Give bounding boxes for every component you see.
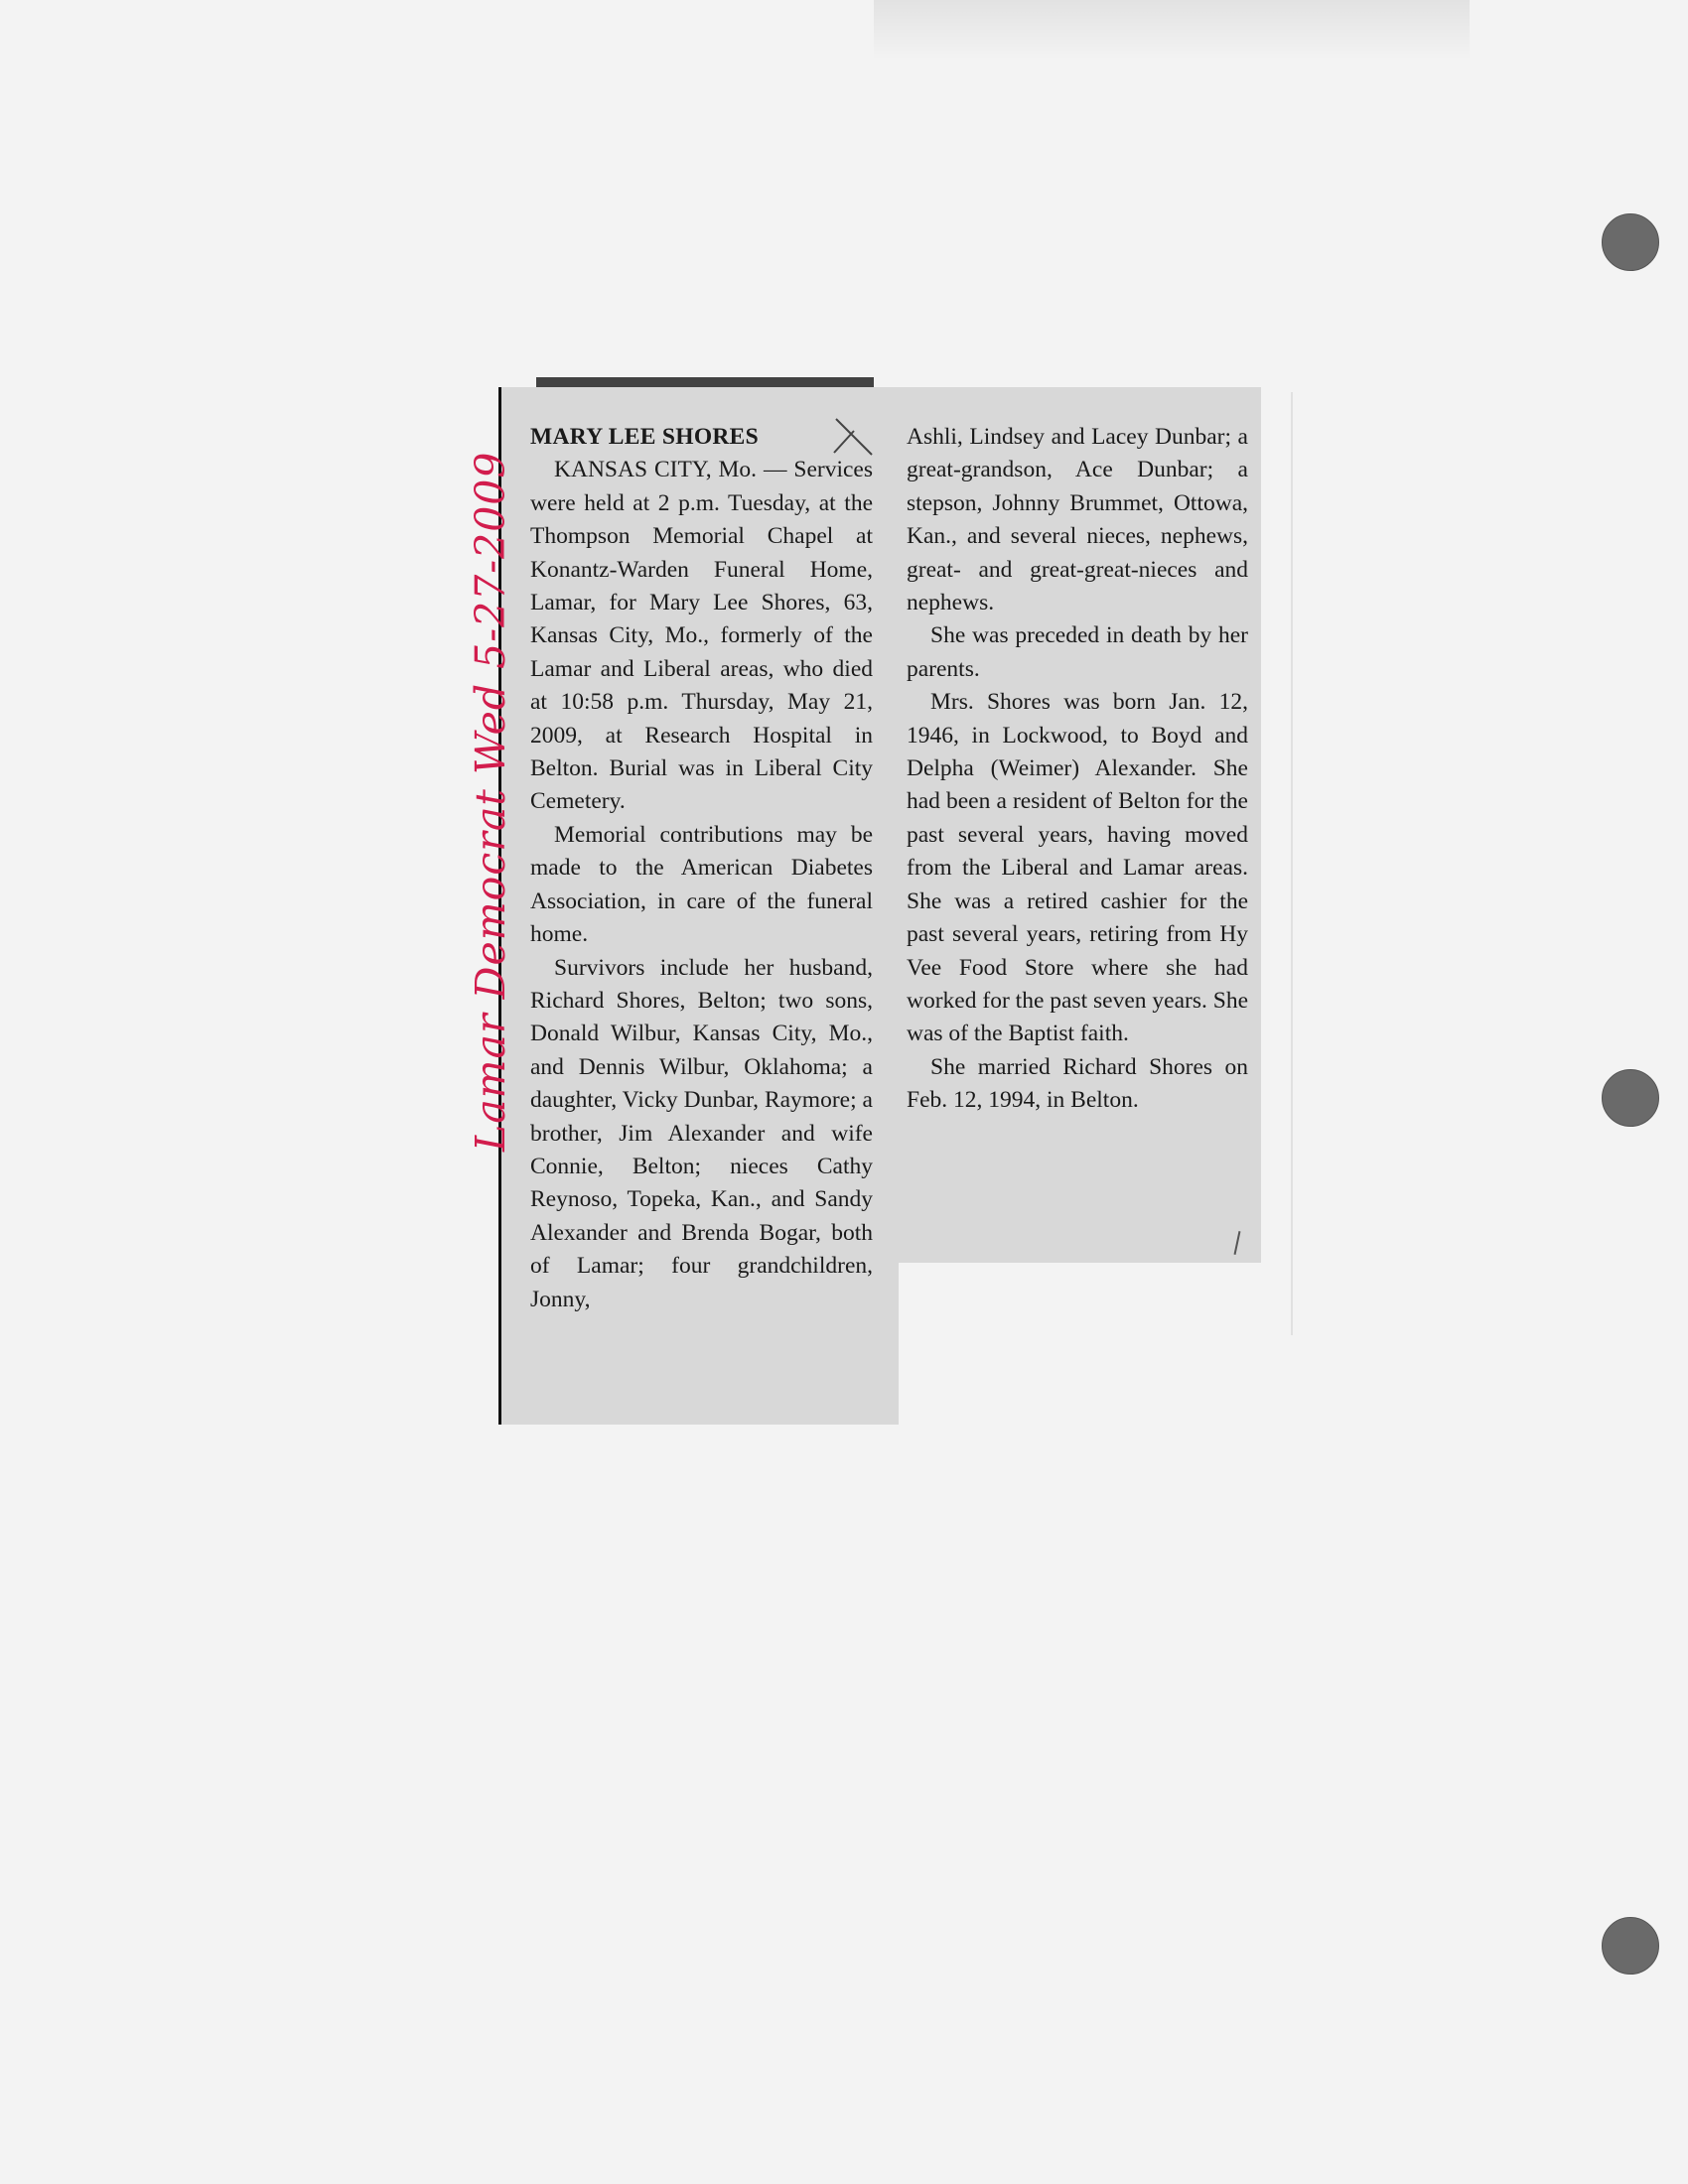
- obituary-paragraph: Mrs. Shores was born Jan. 12, 1946, in Lockwood, to Boyd and Delpha (Weimer) Alexander. She had been a resident of Belton for the past several years, having moved from the Liberal and Lamar areas. She was a retired cashier for the past several years, retiring from Hy Vee Food Store where she had worked for the past seven years. She was of the Baptist faith.: [907, 689, 1248, 1047]
- punch-hole-top: [1602, 213, 1659, 271]
- punch-hole-bottom: [1602, 1917, 1659, 1975]
- obituary-paragraph: Survivors include her husband, Richard Shores, Belton; two sons, Donald Wilbur, Kansas City, Mo., and Dennis Wilbur, Oklahoma; a daughter, Vicky Dunbar, Raymore; a brother, Jim Alexander and wife Connie, Belton; nieces Cathy Reynoso, Topeka, Kan., and Sandy Alexander and Brenda Bogar, both of Lamar; four grandchildren, Jonny,: [530, 954, 873, 1312]
- obituary-paragraph: KANSAS CITY, Mo. — Services were held at 2 p.m. Tuesday, at the Thompson Memorial Chapel at Konantz-Warden Funeral Home, Lamar, for Mary Lee Shores, 63, Kansas City, Mo., formerly of the Lamar and Liberal areas, who died at 10:58 p.m. Thursday, May 21, 2009, at Research Hospital in Belton. Burial was in Liberal City Cemetery.: [530, 457, 873, 815]
- obituary-paragraph: Memorial contributions may be made to the American Diabetes Association, in care of the funeral home.: [530, 821, 873, 948]
- obituary-column-1: [530, 421, 873, 1316]
- punch-hole-middle: [1602, 1069, 1659, 1127]
- obituary-paragraph: Ashli, Lindsey and Lacey Dunbar; a great-grandson, Ace Dunbar; a stepson, Johnny Brummet, Ottowa, Kan., and several nieces, nephews, great- and great-great-nieces and nephews.: [907, 424, 1248, 616]
- obituary-paragraph: She was preceded in death by her parents.: [907, 622, 1248, 682]
- bleed-through-edge: [1291, 392, 1333, 1335]
- page-shadow: [874, 0, 1470, 60]
- obituary-paragraph: She married Richard Shores on Feb. 12, 1994, in Belton.: [907, 1053, 1248, 1114]
- handwritten-source-note: Lamar Democrat Wed 5-27-2009: [467, 451, 514, 1152]
- obituary-column-2: [907, 421, 1248, 1118]
- bleed-through: [551, 94, 1316, 392]
- obituary-headline: MARY LEE SHORES: [530, 424, 760, 450]
